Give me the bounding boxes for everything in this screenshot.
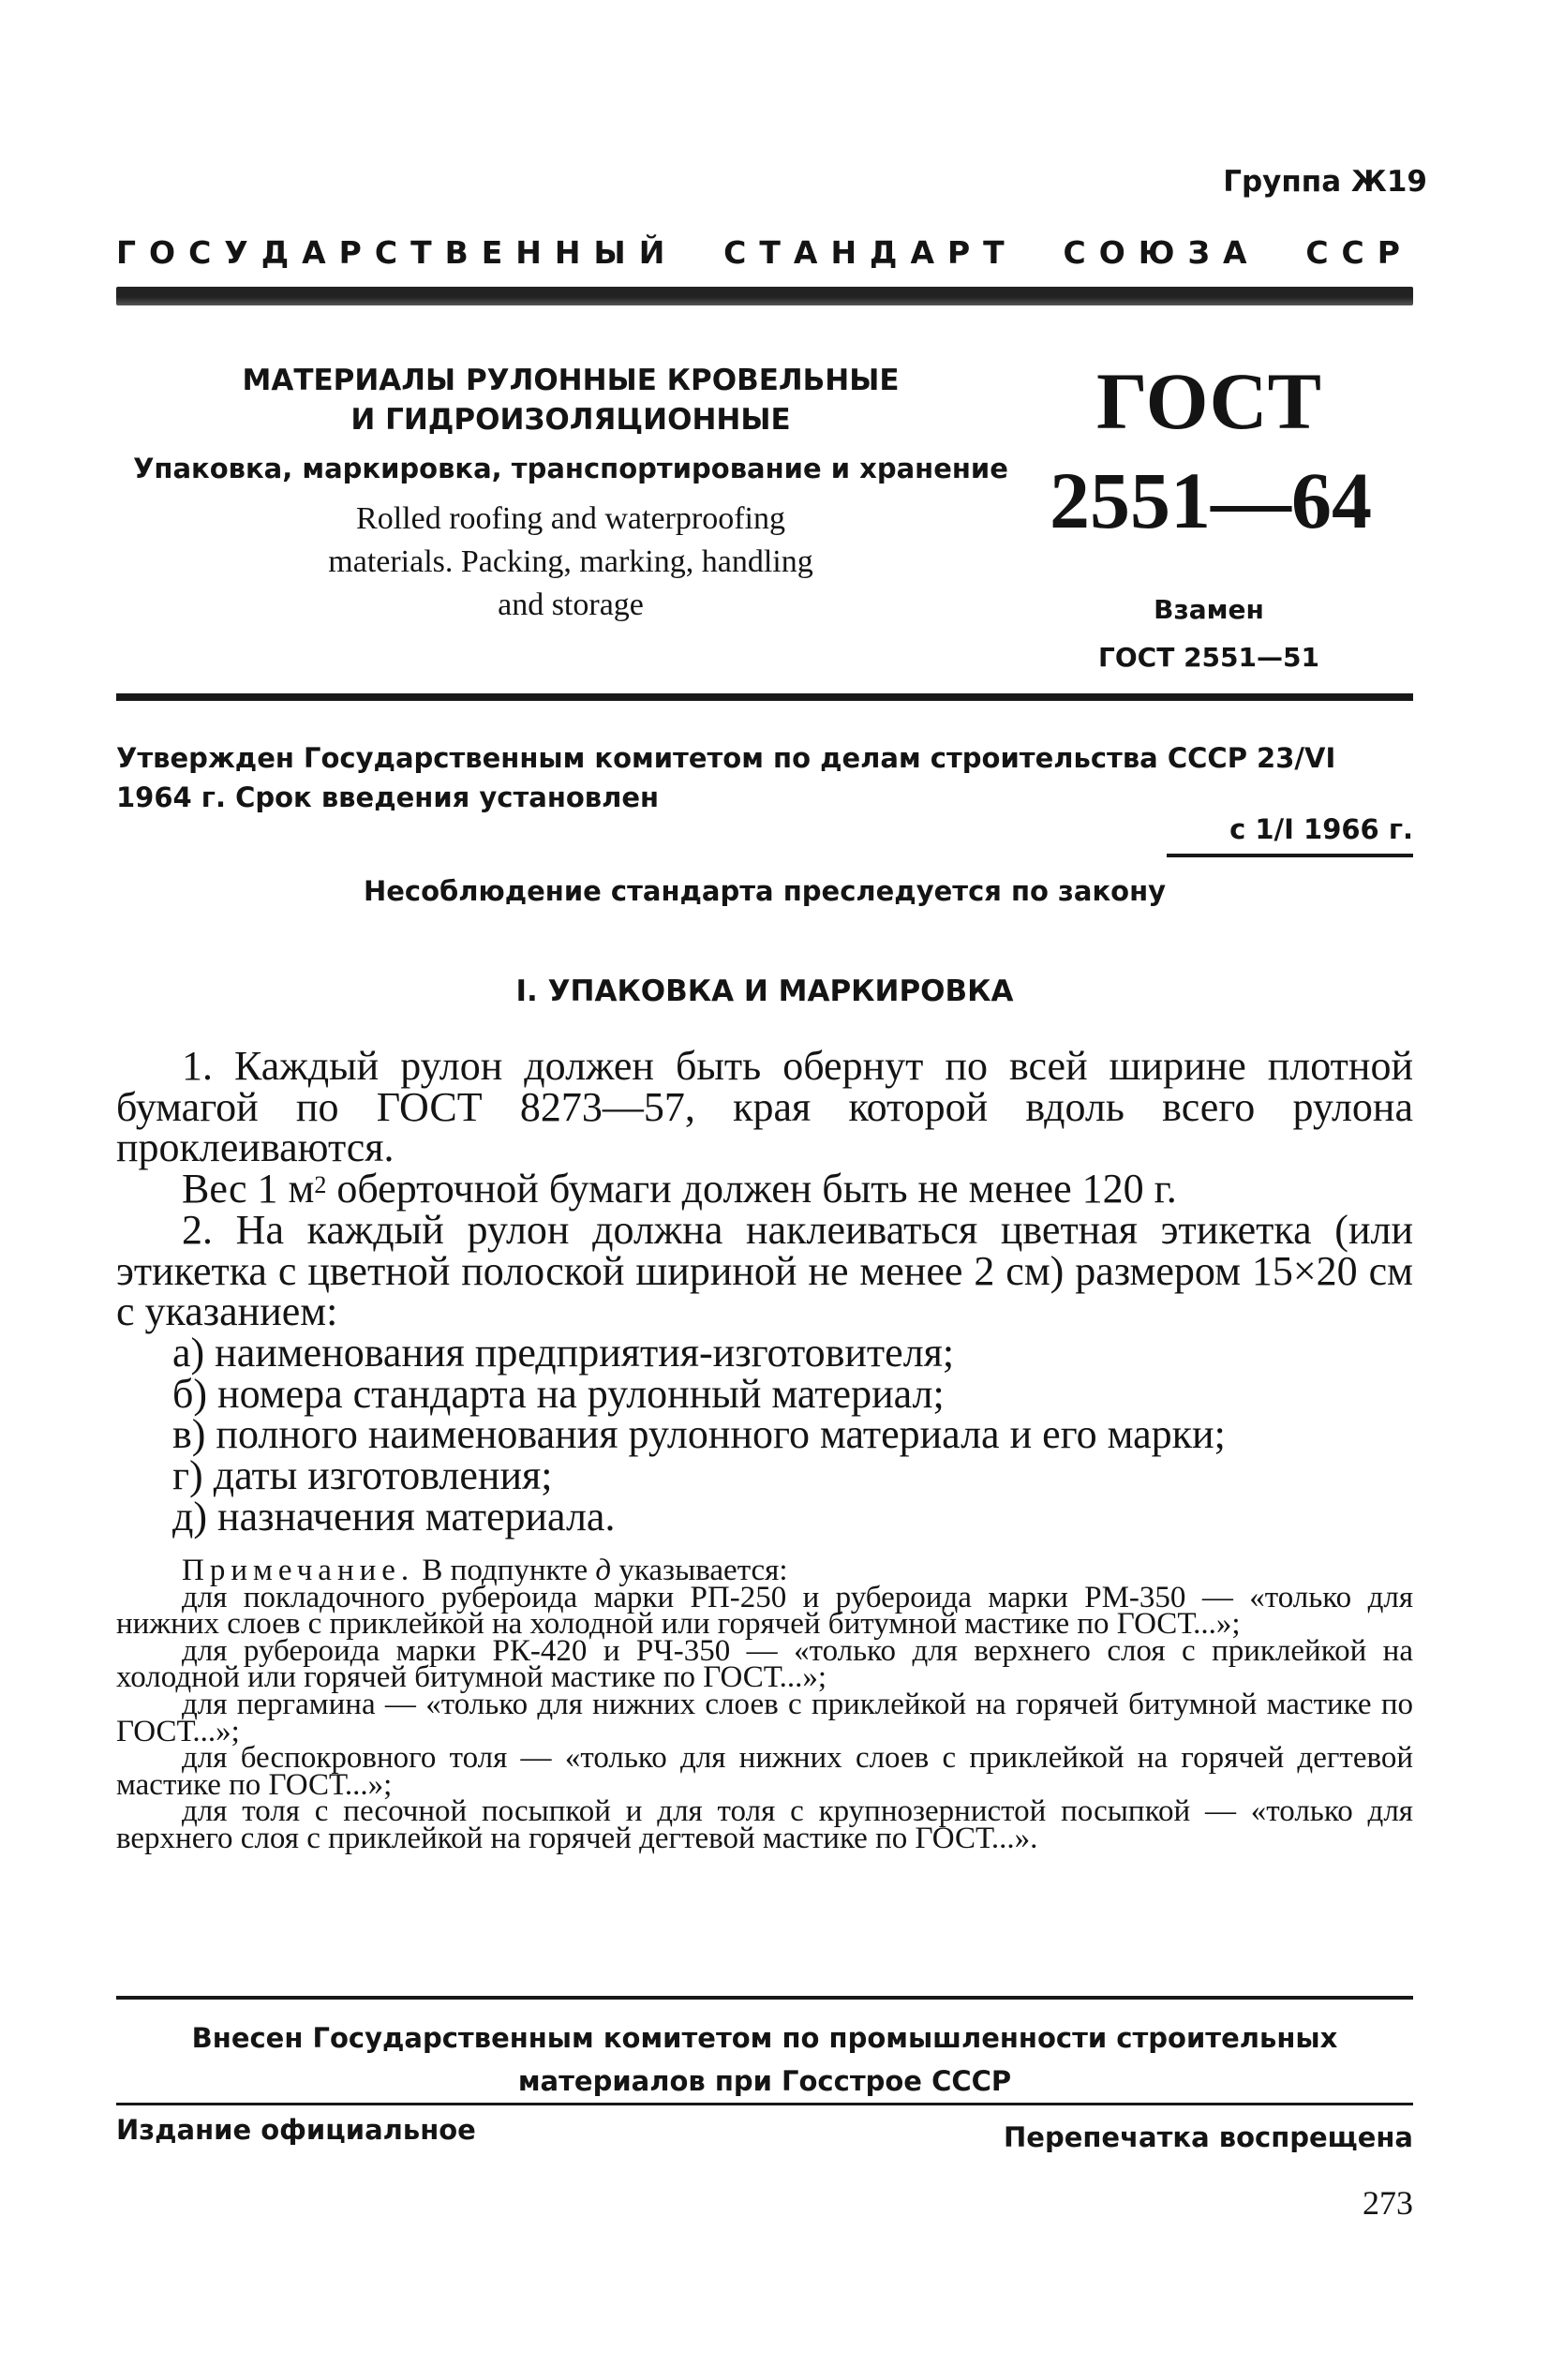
body-text <box>116 1043 1413 1540</box>
gost-number: 2551—64 <box>1050 455 1372 545</box>
footer-rule-bottom <box>116 2103 1413 2105</box>
weight-text-after: оберточной бумаги должен быть не менее 120 г. <box>326 1166 1177 1212</box>
subtitle: Упаковка, маркировка, транспортирование и хранение <box>133 453 1008 484</box>
weight-superscript: 2 <box>314 1171 327 1199</box>
replaces-value: ГОСТ 2551—51 <box>1098 642 1319 673</box>
title-block <box>116 361 1025 627</box>
heading-word-state: ГОСУДАРСТВЕННЫЙ <box>116 234 678 271</box>
heading-word-ussr: ССР <box>1305 234 1413 271</box>
note-block <box>116 1554 1413 1855</box>
title-line-2: И ГИДРОИЗОЛЯЦИОННЫЕ <box>350 403 791 437</box>
header-rule <box>116 287 1413 305</box>
gost-word: ГОСТ <box>1096 356 1321 446</box>
approval-date: с 1/I 1966 г. <box>1229 813 1413 845</box>
footer-rule-top <box>116 1996 1413 2000</box>
english-title-line-2: materials. Packing, marking, handling <box>328 544 813 579</box>
paragraph-1: 1. Каждый рулон должен быть обернут по всей ширине плотной бумагой по ГОСТ 8273—57, края которой вдоль всего рулона проклеиваются. <box>116 1043 1413 1171</box>
approval-date-rule <box>1167 854 1413 857</box>
paragraph-weight <box>116 1168 1413 1210</box>
introduced-by <box>116 2016 1413 2103</box>
list-item-a: а) наименования предприятия-изготовителя; <box>172 1329 955 1376</box>
list-item-b: б) номера стандарта на рулонный материал; <box>172 1370 945 1417</box>
note-intro-before: В подпункте <box>414 1554 596 1587</box>
english-title-line-1: Rolled roofing and waterproofing <box>356 501 785 536</box>
title-rule <box>116 693 1413 701</box>
approval-text: Утвержден Государственным комитетом по делам строительства СССР 23/VI 1964 г. Срок введения установлен <box>116 742 1336 813</box>
gost-block <box>1050 356 1372 673</box>
note-intro-italic: д <box>595 1554 612 1587</box>
replaces-label: Взамен <box>1154 594 1264 625</box>
note-label: Примечание. <box>182 1554 415 1587</box>
heading-word-union: СОЮЗА <box>1063 234 1260 271</box>
list-item-g: г) даты изготовления; <box>172 1452 553 1499</box>
note-paragraph: для рубероида марки РК-420 и РЧ-350 — «только для верхнего слоя с приклейкой на холодной или горячей битумной мастике по ГОСТ...»; <box>116 1633 1413 1695</box>
heading-word-standard: СТАНДАРТ <box>723 234 1018 271</box>
violation-notice: Несоблюдение стандарта преследуется по закону <box>363 875 1167 907</box>
section-title: I. УПАКОВКА И МАРКИРОВКА <box>515 974 1014 1008</box>
group-code: Группа Ж19 <box>1223 165 1427 199</box>
note-paragraph: для покладочного рубероида марки РП-250 и рубероида марки РМ-350 — «только для нижних слоев с приклейкой на холодной или горячей битумной мастике по ГОСТ...»; <box>116 1580 1413 1642</box>
list-item-v: в) полного наименования рулонного материала и его марки; <box>172 1411 1226 1458</box>
introduced-line-1: Внесен Государственным комитетом по промышленности строительных <box>191 2022 1338 2054</box>
note-paragraph: для беспокровного толя — «только для нижних слоев с приклейкой на горячей дегтевой мастике по ГОСТ...»; <box>116 1741 1413 1802</box>
paragraph-2: 2. На каждый рулон должна наклеиваться цветная этикетка (или этикетка с цветной полоской шириной не менее 2 см) размером 15×20 см с указанием: <box>116 1206 1413 1335</box>
reprint-forbidden: Перепечатка воспрещена <box>1004 2121 1413 2153</box>
introduced-line-2: материалов при Госстрое СССР <box>517 2065 1012 2097</box>
note-intro-after: указывается: <box>611 1554 788 1587</box>
title-line-1: МАТЕРИАЛЫ РУЛОННЫЕ КРОВЕЛЬНЫЕ <box>242 364 900 397</box>
list-item-d: д) назначения материала. <box>172 1493 616 1540</box>
edition-official: Издание официальное <box>116 2114 476 2146</box>
note-paragraph: для пергамина — «только для нижних слоев с приклейкой на горячей битумной мастике по ГОСТ...»; <box>116 1687 1413 1748</box>
weight-text-before: Вес 1 м <box>182 1166 315 1212</box>
note-paragraph: для толя с песочной посыпкой и для толя с крупнозернистой посыпкой — «только для верхнего слоя с приклейкой на горячей дегтевой мастике по ГОСТ...». <box>116 1794 1413 1855</box>
page-number: 273 <box>1363 2184 1413 2222</box>
english-title-line-3: and storage <box>498 588 644 622</box>
state-standard-heading <box>116 234 1413 271</box>
